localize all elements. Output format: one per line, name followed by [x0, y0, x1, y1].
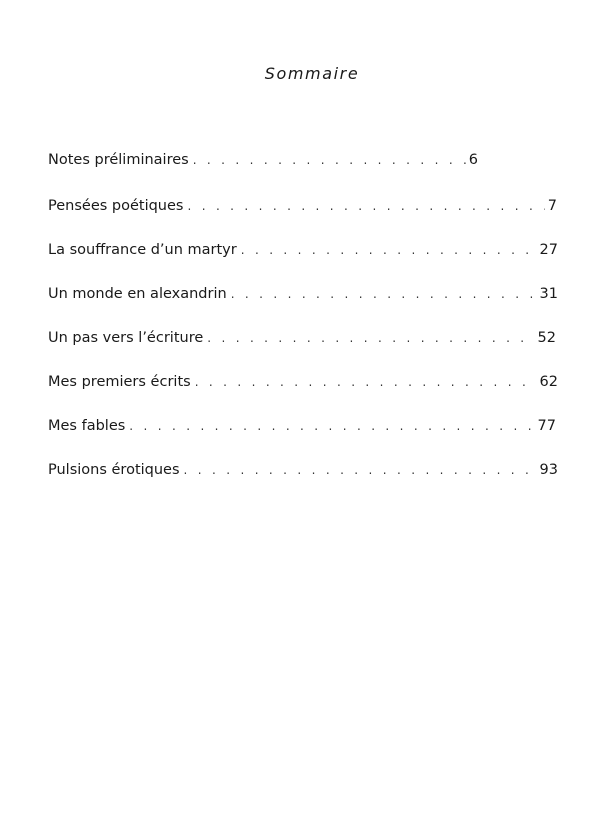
toc-entry-page: 93 [539, 462, 558, 478]
toc-entry-label: La souffrance d’un martyr [48, 242, 237, 258]
toc-entry-label: Pensées poétiques [48, 198, 184, 214]
toc-entry [48, 198, 557, 222]
toc-leader-dots [195, 375, 537, 389]
page-title: Sommaire [264, 64, 360, 83]
toc-entry-page: 52 [537, 330, 556, 346]
toc-entry [48, 286, 558, 310]
toc-entry-label: Mes premiers écrits [48, 374, 191, 390]
toc-leader-dots [184, 463, 537, 477]
toc-leader-dots [193, 153, 466, 167]
toc-entry-label: Mes fables [48, 418, 126, 434]
toc-entry [48, 374, 558, 398]
toc-leader-dots [231, 287, 537, 301]
toc-leader-dots [129, 419, 534, 433]
toc-entry [48, 242, 558, 266]
toc-entry-label: Notes préliminaires [48, 152, 189, 168]
toc-entry [48, 418, 556, 442]
toc-entry-page: 6 [468, 152, 478, 168]
toc-entry-page: 77 [537, 418, 556, 434]
toc-entry [48, 462, 558, 486]
toc-entry-page: 27 [539, 242, 558, 258]
toc-entry [48, 152, 478, 176]
toc-entry-page: 31 [539, 286, 558, 302]
toc-entry-page: 7 [547, 198, 557, 214]
toc-entry-label: Pulsions érotiques [48, 462, 180, 478]
toc-entry-page: 62 [539, 374, 558, 390]
toc-leader-dots [241, 243, 537, 257]
toc-entry [48, 330, 556, 354]
toc-leader-dots [187, 199, 544, 213]
toc-leader-dots [207, 331, 534, 345]
toc-entry-label: Un pas vers l’écriture [48, 330, 204, 346]
toc-entry-label: Un monde en alexandrin [48, 286, 227, 302]
